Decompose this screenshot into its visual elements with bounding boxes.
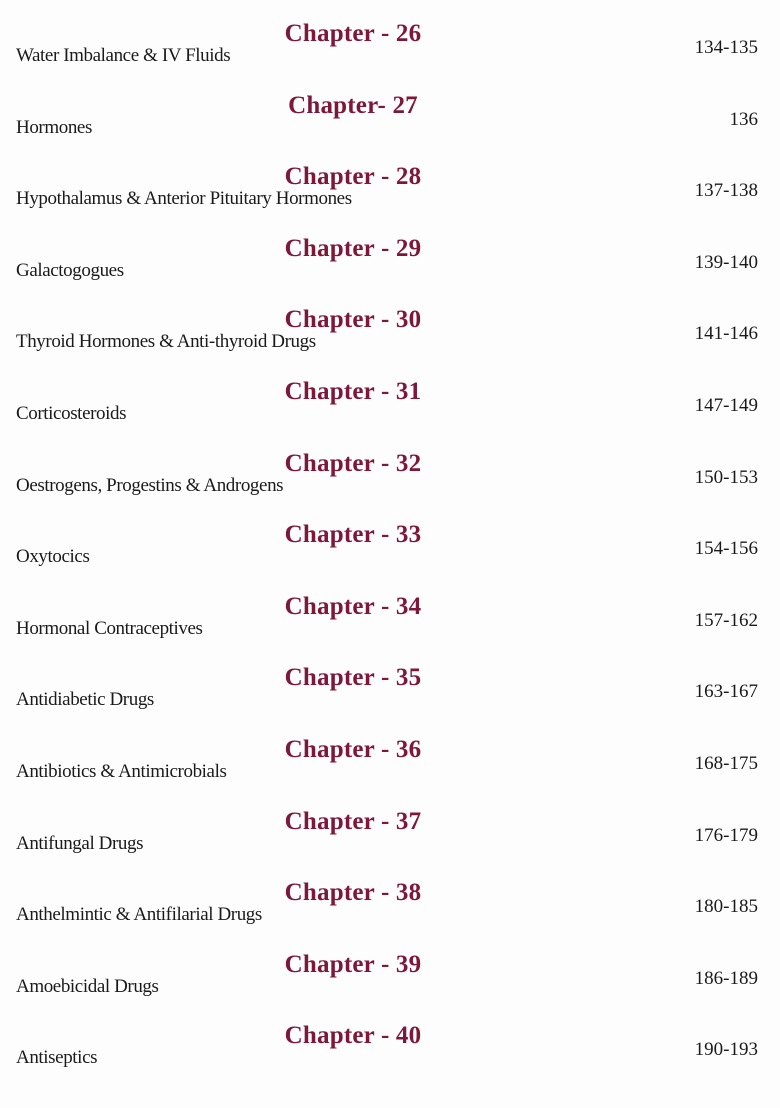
chapter-heading: Chapter - 28	[284, 163, 422, 191]
toc-entry	[0, 732, 780, 804]
toc-entry	[0, 517, 780, 589]
page-range: 136	[729, 108, 758, 130]
toc-entry	[0, 302, 780, 374]
chapter-title: Amoebicidal Drugs	[16, 975, 159, 997]
toc-entry	[0, 589, 780, 661]
chapter-title: Hormonal Contraceptives	[16, 617, 203, 639]
chapter-title: Thyroid Hormones & Anti-thyroid Drugs	[16, 331, 316, 353]
chapter-title: Galactogogues	[16, 259, 124, 281]
page-range: 176-179	[694, 824, 758, 846]
chapter-title: Hypothalamus & Anterior Pituitary Hormones	[16, 188, 352, 210]
chapter-title: Antiseptics	[16, 1047, 98, 1069]
chapter-heading: Chapter - 35	[284, 664, 422, 692]
page-range: 134-135	[694, 37, 758, 58]
chapter-title: Antifungal Drugs	[16, 832, 144, 854]
toc-entry	[0, 804, 780, 876]
chapter-title: Antidiabetic Drugs	[16, 689, 154, 711]
chapter-heading: Chapter - 32	[284, 449, 422, 477]
chapter-title: Corticosteroids	[16, 403, 127, 424]
page-range: 163-167	[694, 681, 758, 703]
toc-entry	[0, 16, 780, 88]
toc-entry	[0, 88, 780, 160]
chapter-title: Antibiotics & Antimicrobials	[16, 761, 227, 782]
chapter-heading: Chapter - 30	[284, 306, 422, 334]
toc-entry	[0, 159, 780, 231]
chapter-title: Oxytocics	[16, 546, 90, 568]
page-range: 139-140	[694, 251, 758, 273]
chapter-heading: Chapter - 38	[284, 879, 422, 907]
chapter-heading: Chapter - 34	[284, 592, 422, 620]
page-range: 157-162	[694, 609, 758, 631]
toc-entry	[0, 947, 780, 1019]
page-range: 147-149	[694, 395, 758, 416]
chapter-heading: Chapter - 26	[284, 20, 422, 47]
chapter-title: Oestrogens, Progestins & Androgens	[16, 474, 284, 496]
chapter-heading: Chapter - 37	[284, 807, 422, 835]
chapter-heading: Chapter - 33	[284, 521, 422, 549]
page-range: 150-153	[694, 466, 758, 488]
page-range: 154-156	[694, 538, 758, 560]
page-range: 190-193	[694, 1039, 758, 1061]
chapter-title: Water Imbalance & IV Fluids	[16, 45, 231, 66]
toc-entry	[0, 374, 780, 446]
chapter-title: Hormones	[16, 116, 92, 138]
toc-entry	[0, 231, 780, 303]
chapter-heading: Chapter - 29	[284, 234, 422, 262]
chapter-heading: Chapter - 31	[284, 378, 422, 405]
chapter-heading: Chapter - 39	[284, 950, 422, 978]
chapter-heading: Chapter - 36	[284, 736, 422, 763]
page-range: 168-175	[694, 753, 758, 774]
chapter-heading: Chapter - 40	[284, 1022, 422, 1050]
page-range: 141-146	[694, 323, 758, 345]
page-range: 180-185	[694, 896, 758, 918]
toc-entry	[0, 1018, 780, 1090]
page-range: 186-189	[694, 967, 758, 989]
chapter-heading: Chapter- 27	[288, 91, 418, 119]
page-range: 137-138	[694, 180, 758, 202]
toc-entry	[0, 660, 780, 732]
toc-entry	[0, 446, 780, 518]
chapter-title: Anthelmintic & Antifilarial Drugs	[16, 904, 262, 926]
toc-entry	[0, 875, 780, 947]
